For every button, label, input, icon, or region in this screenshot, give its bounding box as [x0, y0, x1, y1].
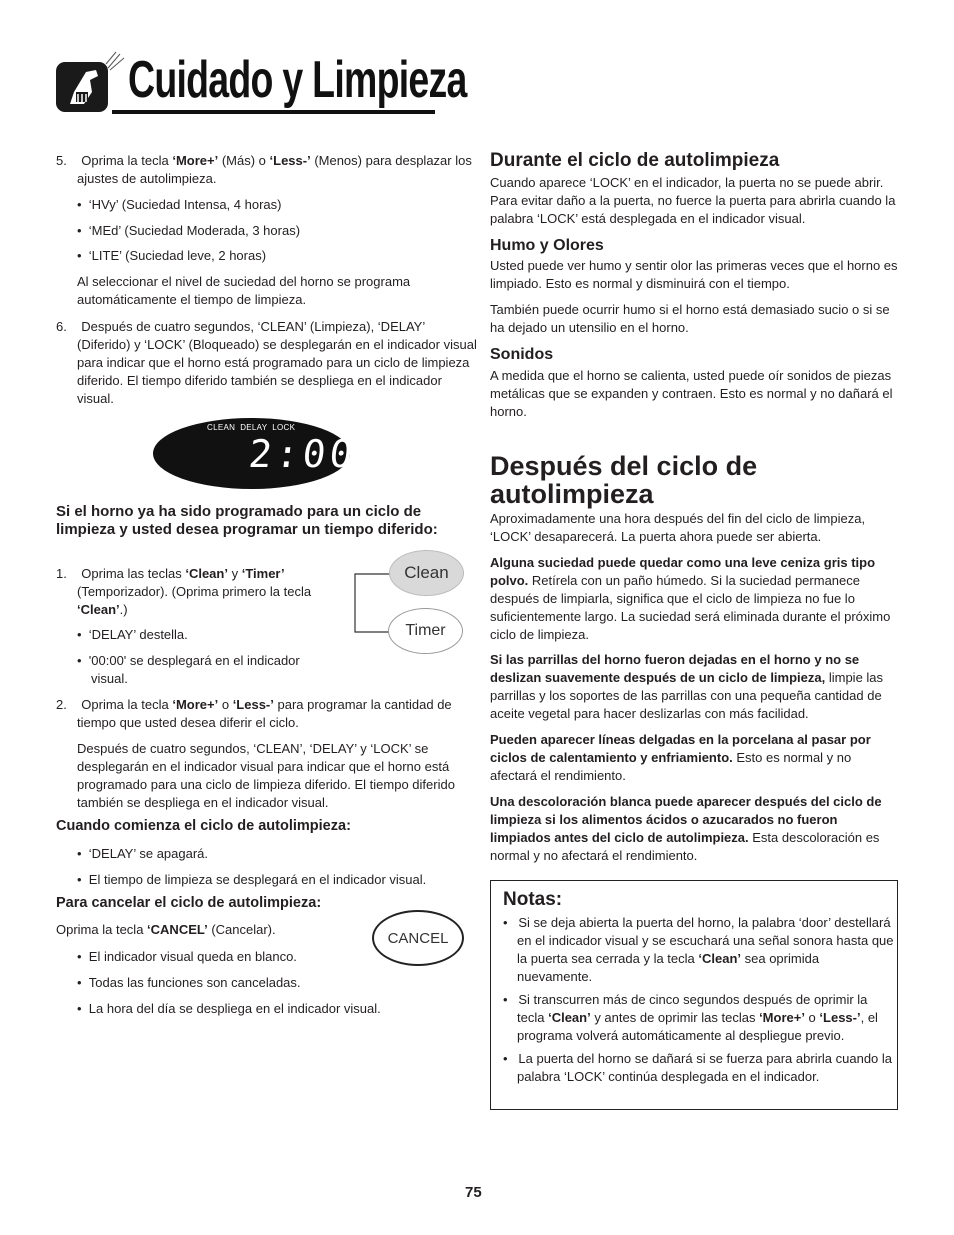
heading-humo: Humo y Olores — [490, 237, 604, 254]
list-item: • El indicador visual queda en blanco. — [77, 949, 297, 964]
note-item: • Si transcurren más de cinco segundos después de oprimir la tecla ‘Clean’ y antes de oprimir las teclas ‘More+’ o ‘Less-’, el programa volverá automáticamente al despliegue previo. — [503, 992, 878, 1043]
cancel-button[interactable]: CANCEL — [372, 910, 464, 966]
display-indicators: CLEAN DELAY LOCK — [207, 423, 296, 432]
paragraph-ceniza: Alguna suciedad puede quedar como una leve ceniza gris tipo polvo. Retírela con un paño húmedo. Si la suciedad permanece después de limpiarla, significa que el ciclo de limpieza no fue lo suficientemente largo. La suciedad será eliminada durante el próximo ciclo de limpieza. — [490, 555, 891, 642]
title-underline — [112, 110, 435, 114]
heading-when-starts: Cuando comienza el ciclo de autolimpieza: — [56, 818, 351, 834]
spray-lines-icon — [104, 50, 128, 72]
paragraph: Cuando aparece ‘LOCK’ en el indicador, la puerta no se puede abrir. Para evitar daño a la puerta, no fuerce la puerta para abrirla cuando la palabra ‘LOCK’ está desplegada en el indicador visual. — [490, 175, 896, 226]
clean-button[interactable]: Clean — [389, 550, 464, 596]
spray-bottle-icon — [56, 62, 108, 112]
heading-sonidos: Sonidos — [490, 346, 554, 363]
heading-despues: Después del ciclo de autolimpieza — [490, 451, 758, 509]
list-item: • '00:00' se desplegará en el indicador visual. — [77, 653, 300, 686]
paragraph: También puede ocurrir humo si el horno está demasiado sucio o si se ha dejado un utensilio en el horno. — [490, 302, 890, 335]
list-item: • ‘MEd’ (Suciedad Moderada, 3 horas) — [77, 223, 301, 238]
paragraph: A medida que el horno se calienta, usted puede oír sonidos de piezas metálicas que se expanden y contraen. Esto es normal y no dañará el horno. — [490, 368, 893, 419]
paragraph-lineas: Pueden aparecer líneas delgadas en la porcelana al pasar por ciclos de calentamiento y enfriamiento. Esto es normal y no afectará el rendimiento. — [490, 732, 871, 783]
list-item: • Todas las funciones son canceladas. — [77, 975, 301, 990]
list-item: • ‘DELAY’ destella. — [77, 627, 188, 642]
timer-button[interactable]: Timer — [388, 608, 463, 654]
notes-title: Notas: — [503, 889, 563, 910]
list-item: • El tiempo de limpieza se desplegará en el indicador visual. — [77, 872, 427, 887]
item-6: 6. Después de cuatro segundos, ‘CLEAN’ (Limpieza), ‘DELAY’ (Diferido) y ‘LOCK’ (Bloqueado) se desplegarán en el indicador visual para indicar que el horno está programado para un ciclo de limpieza diferido. El tiempo diferido también se despliega en el indicador visual. — [56, 319, 477, 406]
page-title: Cuidado y Limpieza — [128, 51, 467, 109]
paragraph: Aproximadamente una hora después del fin del ciclo de limpieza, ‘LOCK’ desaparecerá. La puerta ahora puede ser abierta. — [490, 511, 866, 544]
heading-cancel: Para cancelar el ciclo de autolimpieza: — [56, 895, 322, 911]
oven-display — [153, 418, 359, 489]
note-item: • Si se deja abierta la puerta del horno, la palabra ‘door’ destellará en el indicador visual y se escuchará una señal sonora hasta que la puerta sea cerrada y la tecla ‘Clean’ sea oprimida nuevamente. — [503, 915, 894, 984]
paragraph: Al seleccionar el nivel de suciedad del horno se programa automáticamente el tiempo de limpieza. — [77, 274, 411, 307]
paragraph-parrillas: Si las parrillas del horno fueron dejadas en el horno y no se deslizan suavemente después de un ciclo de limpieza, limpie las parrillas y los soportes de las parrillas con una pequeña cantidad de aceite vegetal para hacer deslizarlas con más facilidad. — [490, 652, 884, 721]
heading-durante: Durante el ciclo de autolimpieza — [490, 150, 780, 171]
subheading-programmed: Si el horno ya ha sido programado para un ciclo de limpieza y usted desea programar un tiempo diferido: — [56, 503, 438, 538]
paragraph: Usted puede ver humo y sentir olor las primeras veces que el horno es limpiado. Esto es normal y disminuirá con el tiempo. — [490, 258, 898, 291]
step-1: 1. Oprima las teclas ‘Clean’ y ‘Timer’ (Temporizador). (Oprima primero la tecla ‘Clean’.) — [56, 566, 312, 617]
cancel-instruction: Oprima la tecla ‘CANCEL’ (Cancelar). — [56, 922, 276, 937]
note-item: • La puerta del horno se dañará si se fuerza para abrirla cuando la palabra ‘LOCK’ continúa desplegada en el indicador. — [503, 1051, 893, 1084]
list-item: • ‘HVy’ (Suciedad Intensa, 4 horas) — [77, 197, 282, 212]
list-item: • La hora del día se despliega en el indicador visual. — [77, 1001, 381, 1016]
item-5: 5. Oprima la tecla ‘More+’ (Más) o ‘Less-’ (Menos) para desplazar los ajustes de autolimpieza. — [56, 153, 472, 186]
step-2: 2. Oprima la tecla ‘More+’ o ‘Less-’ para programar la cantidad de tiempo que usted desea diferir el ciclo. — [56, 697, 452, 730]
list-item: • ‘LITE’ (Suciedad leve, 2 horas) — [77, 248, 267, 263]
paragraph-decoloracion: Una descoloración blanca puede aparecer después del ciclo de limpieza si los alimentos ácidos o azucarados no fueron limpiados antes del ciclo de autolimpieza. Esta descoloración es normal y no afectará el rendimiento. — [490, 794, 882, 863]
paragraph: Después de cuatro segundos, ‘CLEAN’, ‘DELAY’ y ‘LOCK’ se desplegarán en el indicador visual para indicar que el horno está programado para una ciclo de limpieza diferido. El tiempo diferido también se despliega en el indicador visual. — [77, 741, 455, 810]
display-time: 2:00 — [246, 432, 359, 476]
page-number: 75 — [465, 1184, 482, 1201]
header-icon-box — [56, 62, 108, 112]
notes-box — [490, 880, 898, 1110]
list-item: • ‘DELAY’ se apagará. — [77, 846, 209, 861]
